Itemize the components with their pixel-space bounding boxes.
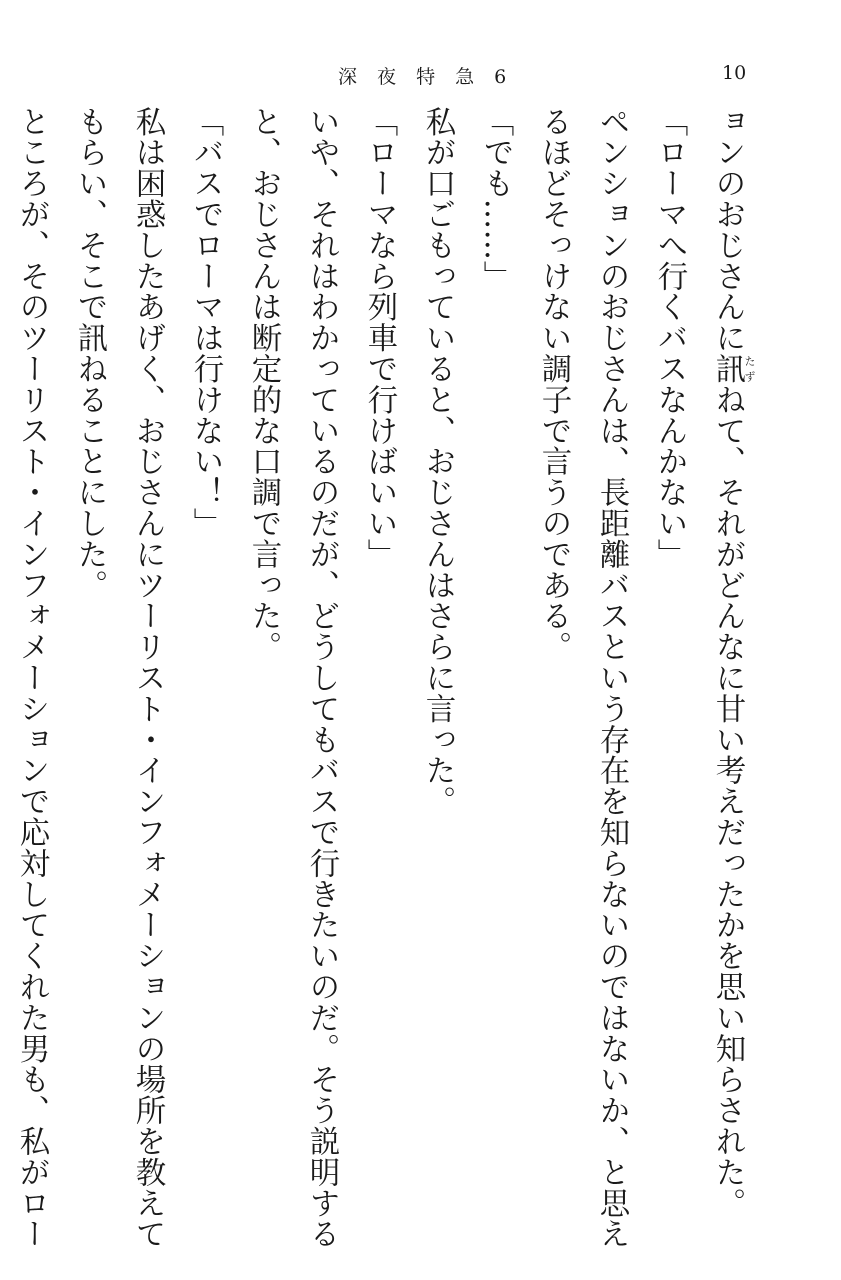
ruby-base: 訊 <box>710 353 745 385</box>
text-line: 「ローマへ行くバスなんかない」 <box>652 106 687 570</box>
text-line: ところが、そのツーリスト・インフォメーションで応対してくれた男も、私がロー <box>14 106 49 1250</box>
text-line: 私は困惑したあげく、おじさんにツーリスト・インフォメーションの場所を教えて <box>130 106 165 1250</box>
text-line: と、おじさんは断定的な口調で言った。 <box>246 106 281 663</box>
ruby-annotation <box>710 353 756 385</box>
text-line: もらい、そこで訊ねることにした。 <box>72 106 107 601</box>
text-line: ペンションのおじさんは、長距離バスという存在を知らないのではないか、と思え <box>594 106 629 1250</box>
text-line: いや、それはわかっているのだが、どうしてもバスで行きたいのだ。そう説明する <box>304 106 339 1250</box>
page-number: 10 <box>722 62 747 84</box>
text-line: るほどそっけない調子で言うのである。 <box>536 106 571 663</box>
text-line: 「バスでローマは行けない！」 <box>188 106 223 539</box>
body-text <box>14 106 756 1250</box>
text-segment: ねて、それがどんなに甘い考えだったかを思い知らされた。 <box>710 384 745 1219</box>
text-line: 私が口ごもっていると、おじさんはさらに言った。 <box>420 106 455 817</box>
text-line <box>698 106 756 1219</box>
text-line: 「ローマなら列車で行けばいい」 <box>362 106 397 570</box>
text-line: 「でも……」 <box>478 106 513 292</box>
running-title: 深 夜 特 急 6 <box>338 66 514 88</box>
ruby-reading: たず <box>743 353 756 385</box>
text-line <box>0 106 2 1106</box>
text-segment: ョンのおじさんに <box>710 106 745 354</box>
